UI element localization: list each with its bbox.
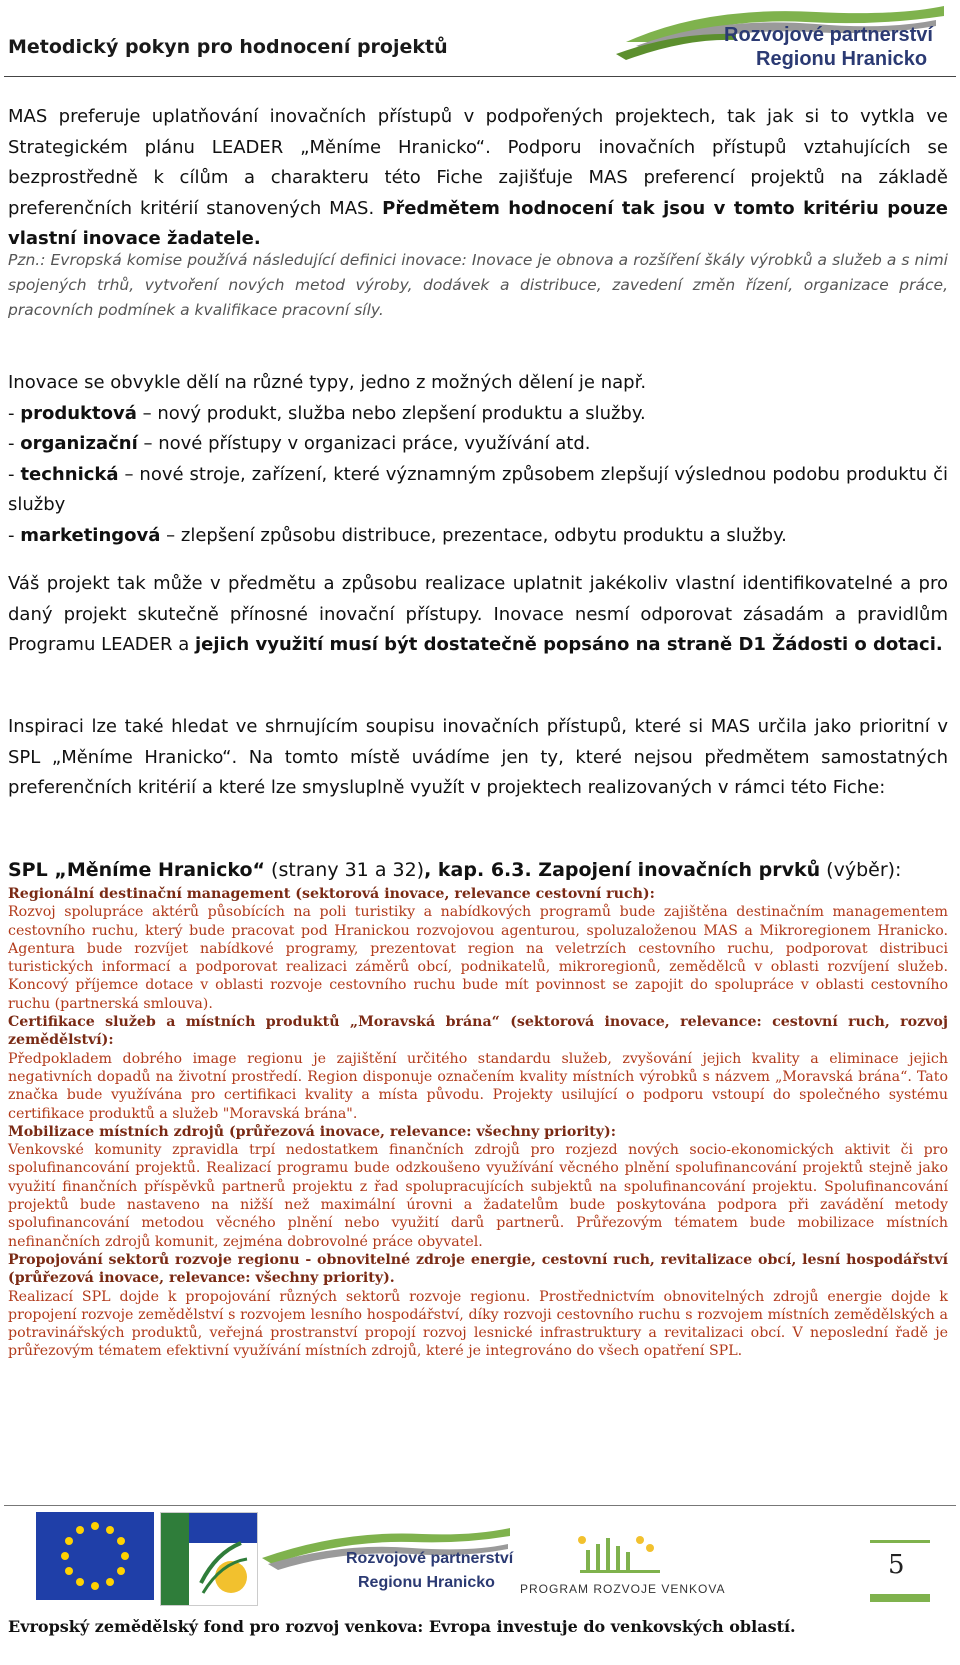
list-term: technická (20, 463, 119, 485)
excerpt-body: Venkovské komunity zpravidla trpí nedostatkem finančních zdrojů pro rozjezd nových socio-ekonomických aktivit či pro spolufinancování projektů. Realizací programu bude odzkoušeno využívání věcného plnění spolufinancování projektů stejně jako využití finančních příspěvků partnerů projektu z řad spolupracujících subjektů na spolufinancování projektu. Spolufinancování projektů bude nastaveno na nižší než maximální úrovni a žadatelům bude poskytována podpora při zavádění metody spolufinancování metodou věcného plnění nebo využití darů partnerů. Průřezovým tématem bude mobilizace místních nefinančních zdrojů komunit, zejména dobrovolné práce obyvatel. (8, 1142, 948, 1250)
innovation-types (8, 368, 948, 551)
leader-logo-icon (161, 1513, 257, 1605)
page-number-bar-top (870, 1540, 930, 1543)
intro-paragraph (8, 102, 948, 255)
excerpt-body: Realizací SPL dojde k propojování různých sektorů rozvoje regionu. Prostřednictvím obnovitelných zdrojů energie dojde k propojení rozvoje zemědělství s rozvojem lesního hospodářství, díky rozvoji cestovního ruchu s rozvojem místních zemědělských a potravinářských produktů, veřejná prostranství propojí rozvoj lesnické infrastruktury a revitalizaci obcí. V neposlední řadě je průřezovým tématem efektivní využívání místních zdrojů, které je integrováno do všech opatření SPL. (8, 1288, 948, 1360)
list-term: produktová (20, 402, 137, 424)
note-section (8, 248, 948, 323)
excerpt-body: Rozvoj spolupráce aktérů působících na poli turistiky a nabídkových programů bude zajištěna destinačním managementem cestovního ruchu, který bude pracovat pod Hranickou rozvojovou agenturou, spoluzaloženou MAS a Mikroregionem Hranicko. Agentura bude rozvíjet nabídkové programy, prezentovat region na veletrzích cestovního ruchu, podporovat distribuci turistických informací a podporovat realizaci záměrů obcí, podnikatelů, mikroregionů, zemědělců v oblasti rozvíjení služeb. Koncový příjemce dotace v oblasti rozvoje cestovního ruchu bude mít povinnost se zapojit do spolupráce v oblasti cestovního ruchu (partnerská smlouva). (8, 904, 948, 1012)
excerpt (8, 1123, 948, 1251)
spl-pages: (strany 31 a 32) (265, 859, 425, 881)
footer-partnership-logo (262, 1520, 512, 1600)
page-number-bar-bottom (870, 1594, 930, 1602)
list-item (8, 429, 948, 460)
project-bold: jejich využití musí být dostatečně popsáno na straně D1 Žádosti o dotaci. (195, 634, 943, 655)
footer-divider (4, 1505, 956, 1506)
excerpt (8, 885, 948, 1013)
excerpt-heading: Certifikace služeb a místních produktů „Moravská brána“ (sektorová inovace, relevance: cestovní ruch, rozvoj zemědělství): (8, 1014, 948, 1049)
project-section (8, 569, 948, 661)
list-desc: – nový produkt, služba nebo zlepšení produktu a služby. (136, 402, 646, 424)
footer-logo-line-1: Rozvojové partnerství (346, 1550, 514, 1567)
project-text: Váš projekt tak může v předmětu a způsobu realizace uplatnit jakékoliv vlastní identifikovatelné a pro daný projekt skutečně přínosné inovační přístupy. Inovace nesmí odporovat zásadám a pravidlům Programu LEADER a (8, 573, 948, 655)
page-header (0, 0, 960, 82)
spl-excerpts (8, 885, 948, 1361)
prv-logo (520, 1520, 726, 1600)
excerpt-heading: Propojování sektorů rozvoje regionu - obnovitelné zdroje energie, cestovní ruch, revitalizace obcí, lesní hospodářství (průřezová inovace, relevance: všechny priority). (8, 1251, 948, 1287)
logo-line-1: Rozvojové partnerství (724, 24, 933, 46)
inspiration-paragraph: Inspiraci lze také hledat ve shrnujícím soupisu inovačních přístupů, které si MAS určila jako prioritní v SPL „Měníme Hranicko“. Na tomto místě uvádíme jen ty, které nejsou předmětem samostatných preferenčních kritérií a které lze smysluplně využít v projektech realizovaných v rámci této Fiche: (8, 716, 948, 798)
excerpt-heading: Mobilizace místních zdrojů (průřezová inovace, relevance: všechny priority): (8, 1123, 616, 1140)
list-desc: – zlepšení způsobu distribuce, prezentace, odbytu produktu a služby. (160, 524, 787, 546)
footer-caption: Evropský zemědělský fond pro rozvoj venkova: Evropa investuje do venkovských oblastí. (8, 1617, 796, 1636)
list-bullet: - (8, 463, 21, 485)
logo-line-2: Regionu Hranicko (756, 48, 928, 70)
list-bullet: - (8, 524, 21, 546)
spl-chapter: , kap. 6.3. Zapojení inovačních prvků (424, 859, 821, 881)
spl-section (8, 857, 948, 883)
list-term: organizační (20, 433, 138, 454)
list-item (8, 460, 948, 521)
inspiration-section (8, 712, 948, 804)
list-bullet: - (8, 402, 21, 424)
definition-note: Pzn.: Evropská komise používá následující definici inovace: Inovace je obnova a rozšíření škály výrobků a služeb a s nimi spojených trhů, vytvoření nových metod výroby, dodávek a distribuce, zavedení změn řízení, organizace práce, pracovních podmínek a kvalifikace pracovní síly. (8, 251, 948, 319)
eu-stars-icon (36, 1512, 154, 1600)
spl-title: SPL „Měníme Hranicko“ (8, 859, 266, 881)
list-term: marketingová (20, 524, 161, 546)
project-paragraph (8, 569, 948, 661)
list-item (8, 521, 948, 552)
excerpt-body: Předpokladem dobrého image regionu je zajištění určitého standardu služeb, zvyšování jejich kvality a eliminace jejich negativních dopadů na životní prostředí. Region disponuje označením kvality místních výrobků s názvem „Moravská brána“. Tato značka bude využívána pro certifikaci kvality a místa původu. Projekty usilující o podporu vstoupí do společného systému certifikace produktů a služeb "Moravská brána". (8, 1050, 948, 1122)
list-desc: – nové přístupy v organizaci práce, využívání atd. (137, 433, 591, 454)
intro-text: MAS preferuje uplatňování inovačních přístupů v podpořených projektech, tak jak si to vytkla ve Strategickém plánu LEADER „Měníme Hranicko“. Podporu inovačních přístupů vztahujících se bezprostředně k cílům a charakteru této Fiche zajišťuje MAS preferencí projektů na základě preferenčních kritérií stanovených MAS. (8, 106, 948, 219)
eu-flag (36, 1512, 154, 1600)
excerpt (8, 1251, 948, 1361)
excerpt (8, 1013, 948, 1123)
list-item (8, 399, 948, 430)
list-bullet: - (8, 433, 21, 454)
intro-section (8, 102, 948, 255)
excerpt-heading: Regionální destinační management (sektorová inovace, relevance cestovní ruch): (8, 886, 655, 902)
document-title: Metodický pokyn pro hodnocení projektů (8, 36, 448, 58)
partnership-logo (616, 2, 946, 74)
footer-logo-line-2: Regionu Hranicko (358, 1574, 495, 1591)
spl-suffix: (výběr): (820, 859, 902, 881)
prv-label: PROGRAM ROZVOJE VENKOVA (520, 1582, 726, 1596)
list-desc: – nové stroje, zařízení, které významným způsobem zlepšují výslednou podobu produktu či služby (8, 463, 949, 515)
leader-logo (160, 1512, 258, 1606)
types-intro: Inovace se obvykle dělí na různé typy, jedno z možných dělení je např. (8, 372, 647, 393)
spl-heading (8, 857, 948, 883)
intro-bold: Předmětem hodnocení tak jsou v tomto kritériu pouze vlastní inovace žadatele. (8, 197, 949, 249)
header-divider (4, 76, 956, 77)
prv-logo-graphic (520, 1520, 720, 1578)
page-number: 5 (888, 1550, 905, 1580)
